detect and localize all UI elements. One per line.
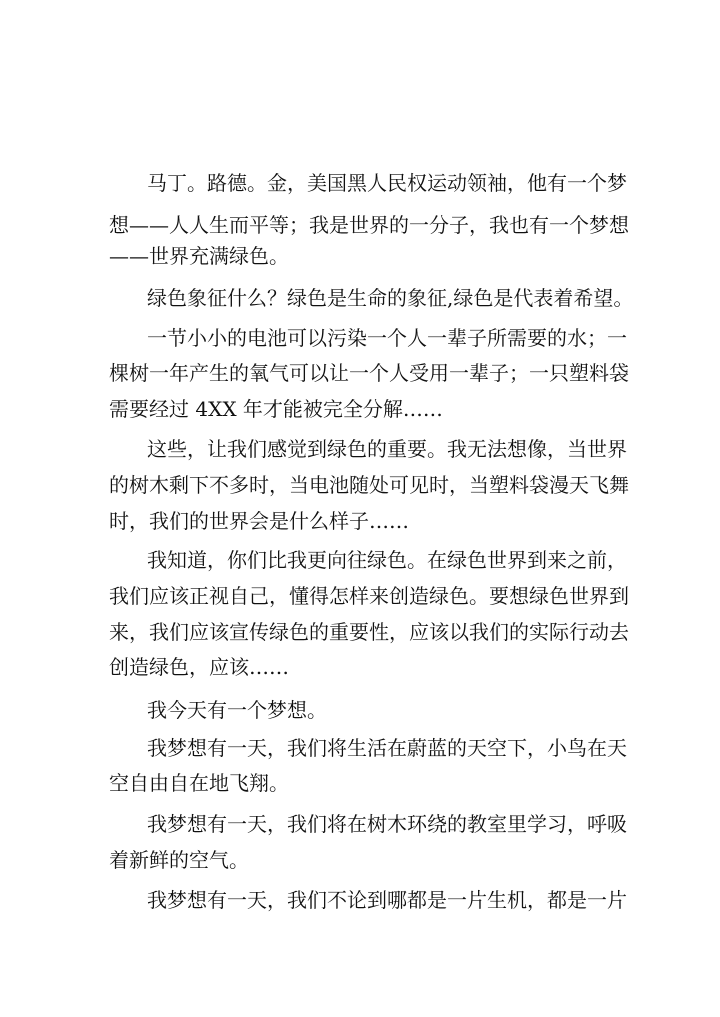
line-text: 来，我们应该宣传绿色的重要性，应该以我们的实际行动去 [109,620,629,644]
text-line-18 [0,809,720,839]
text-line-15 [0,695,720,725]
text-line-3 [0,241,720,271]
text-line-10 [0,506,720,536]
text-line-17 [0,768,720,798]
text-line-13 [0,617,720,647]
line-text: 我们应该正视自己，懂得怎样来创造绿色。要想绿色世界到 [109,584,629,608]
line-text: 这些，让我们感觉到绿色的重要。我无法想像，当世界 [147,437,627,461]
text-line-6 [0,358,720,388]
line-text: 绿色象征什么？绿色是生命的象征,绿色是代表着希望。 [147,286,634,310]
text-line-20 [0,885,720,915]
text-line-7 [0,394,720,424]
line-text: 想——人人生而平等；我是世界的一分子，我也有一个梦想 [109,213,629,237]
line-text: 我今天有一个梦想。 [147,698,327,722]
text-line-2 [0,210,720,240]
text-line-1 [0,168,720,198]
line-text: 我梦想有一天，我们将生活在蔚蓝的天空下，小鸟在天 [147,736,627,760]
text-line-11 [0,545,720,575]
line-text: 时，我们的世界会是什么样子…… [109,509,409,533]
line-text: 棵树一年产生的氧气可以让一个人受用一辈子；一只塑料袋 [109,361,629,385]
line-text: 我梦想有一天，我们不论到哪都是一片生机，都是一片 [147,888,627,912]
line-text: 需要经过 4XX 年才能被完全分解…… [109,397,443,421]
text-line-5 [0,323,720,353]
text-line-14 [0,652,720,682]
text-line-8 [0,434,720,464]
text-line-9 [0,470,720,500]
text-line-19 [0,845,720,875]
line-text: ——世界充满绿色。 [109,244,289,268]
line-text: 的树木剩下不多时，当电池随处可见时，当塑料袋漫天飞舞 [109,473,629,497]
line-text: 一节小小的电池可以污染一个人一辈子所需要的水；一 [147,326,627,350]
text-line-4 [0,283,720,313]
line-text: 空自由自在地飞翔。 [109,771,289,795]
text-line-12 [0,581,720,611]
line-text: 马丁。路德。金，美国黑人民权运动领袖，他有一个梦 [147,171,627,195]
line-text: 我梦想有一天，我们将在树木环绕的教室里学习，呼吸 [147,812,627,836]
text-line-16 [0,733,720,763]
line-text: 创造绿色，应该…… [109,655,289,679]
line-text: 我知道，你们比我更向往绿色。在绿色世界到来之前， [147,548,627,572]
line-text: 着新鲜的空气。 [109,848,249,872]
